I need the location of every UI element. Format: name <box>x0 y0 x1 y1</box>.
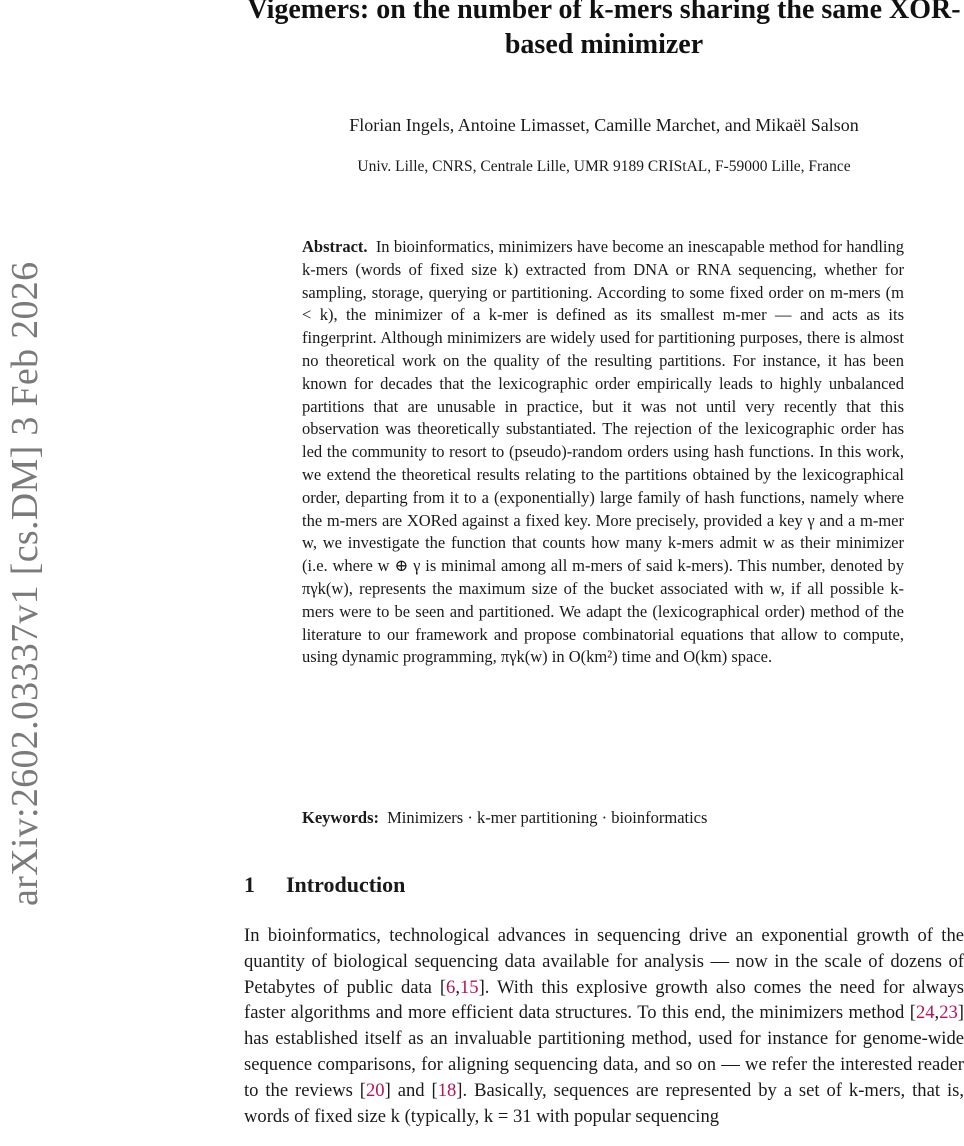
intro-text-2: ]. With this explosive growth also comes the need for always faster algorithms and more efficient data structures. To this end, the minimizers method [ <box>244 976 964 1024</box>
intro-text-4: ] and [ <box>384 1079 438 1101</box>
section-number: 1 <box>244 872 255 897</box>
abstract-label: Abstract. <box>302 237 368 256</box>
citation-link-24[interactable]: 24 <box>915 1002 935 1024</box>
section-title: Introduction <box>286 872 406 897</box>
paper-authors: Florian Ingels, Antoine Limasset, Camille Marchet, and Mikaël Salson <box>349 115 859 135</box>
intro-text-5: ]. Basically, sequences are represented by a set of k-mers, that is, words of fixed size k (typically, k = 31 with popular sequencing <box>244 1079 964 1127</box>
section-heading-introduction <box>244 871 964 899</box>
citation-link-23[interactable]: 23 <box>939 1002 958 1024</box>
abstract-block <box>302 236 904 669</box>
arxiv-identifier-stamp: arXiv:2602.03337v1 [cs.DM] 3 Feb 2026 <box>4 261 46 907</box>
citation-link-6[interactable]: 6 <box>446 976 456 998</box>
intro-text-1: In bioinformatics, technological advances in sequencing drive an exponential growth of the quantity of biological sequencing data available for analysis — now in the scale of dozens of Petabytes of public data [ <box>244 925 964 998</box>
intro-separator-2: , <box>934 1002 940 1024</box>
keywords-block <box>302 807 904 829</box>
author-affiliation: Univ. Lille, CNRS, Centrale Lille, UMR 9189 CRIStAL, F-59000 Lille, France <box>357 158 851 175</box>
paper-title: Vigemers: on the number of k-mers sharing the same XOR-based minimizer <box>247 0 961 60</box>
keywords-text: Minimizers · k-mer partitioning · bioinformatics <box>387 808 708 827</box>
citation-link-15[interactable]: 15 <box>459 976 479 998</box>
citation-link-20[interactable]: 20 <box>366 1079 385 1101</box>
citation-link-18[interactable]: 18 <box>437 1079 457 1101</box>
intro-separator-1: , <box>455 976 460 998</box>
introduction-paragraph <box>244 923 964 1129</box>
keywords-label: Keywords: <box>302 808 379 827</box>
abstract-text: In bioinformatics, minimizers have become an inescapable method for handling k-mers (words of fixed size k) extracted from DNA or RNA sequencing, whether for sampling, storage, querying or partitioning. According to some fixed order on m-mers (m < k), the minimizer of a k-mer is defined as its smallest m-mer — and acts as its fingerprint. Although minimizers are widely used for partitioning purposes, there is almost no theoretical work on the quality of the resulting partitions. For instance, it has been known for decades that the lexicographic order empirically leads to highly unbalanced partitions that are unusable in practice, but it was not until very recently that this observation was theoretically substantiated. The rejection of the lexicographic order has led the community to resort to (pseudo)-random orders using hash functions. In this work, we extend the theoretical results relating to the partitions obtained by the lexicographical order, departing from it to a (exponentially) large family of hash functions, namely where the m-mers are XORed against a fixed key. More precisely, provided a key γ and a m-mer w, we investigate the function that counts how many k-mers admit w as their minimizer (i.e. where w ⊕ γ is minimal among all m-mers of said k-mers). This number, denoted by πγk(w), represents the maximum size of the bucket associated with w, if all possible k-mers were to be seen and partitioned. We adapt the (lexicographical order) method of the literature to our framework and propose combinatorial equations that allow to compute, using dynamic programming, πγk(w) in O(km²) time and O(km) space. <box>302 237 905 667</box>
intro-text-3: ] has established itself as an invaluable partitioning method, used for instance for genome-wide sequence comparisons, for aligning sequencing data, and so on — we refer the interested reader to the reviews [ <box>244 1002 964 1101</box>
